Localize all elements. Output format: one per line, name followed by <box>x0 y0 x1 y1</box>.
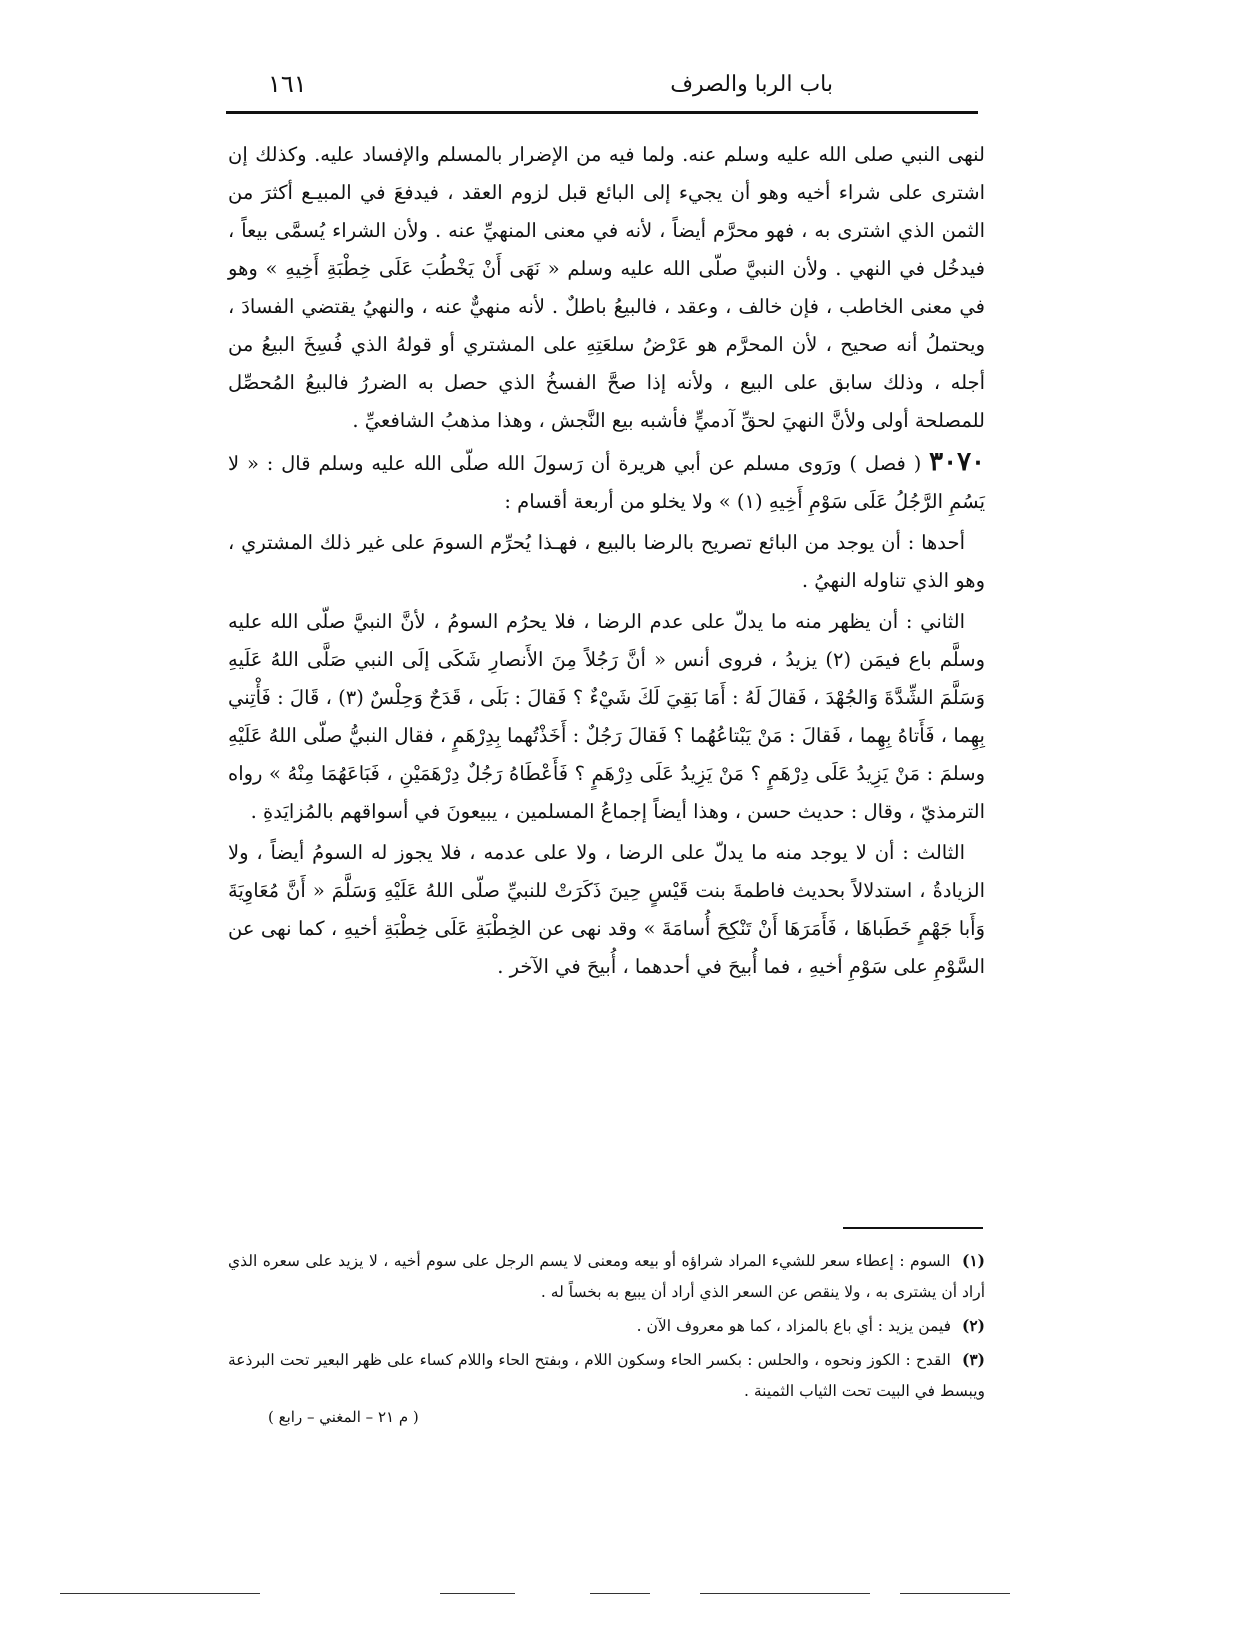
paragraph-first-case: أحدها : أن يوجد من البائع تصريح بالرضا بالبيع ، فهـذا يُحرِّم السومَ على غير ذلك المشتري ، وهو الذي تناوله النهيُ . <box>228 531 985 592</box>
section-text: ( فصل ) ورَوى مسلم عن أبي هريرة أن رَسولَ الله صلّى الله عليه وسلم قال : « لا يَسُمِ الرَّجُلُ عَلَى سَوْمِ أَخِيهِ (١) » ولا يخلو من أربعة أقسام : <box>228 452 985 513</box>
scan-edge-line <box>700 1593 870 1594</box>
page-number: ١٦١ <box>268 70 307 98</box>
section-paragraph <box>228 443 985 521</box>
main-text <box>228 136 985 989</box>
footnote-3-text: القدح : الكوز ونحوه ، والحلس : بكسر الحاء وسكون اللام ، وبفتح الحاء واللام كساء على ظهر البعير تحت البرذعة ويبسط في البيت تحت الثياب الثمينة . <box>228 1351 985 1400</box>
paragraph-1: لنهى النبي صلى الله عليه وسلم عنه. ولما فيه من الإضرار بالمسلم والإفساد عليه. وكذلك إن اشترى على شراء أخيه وهو أن يجيء إلى البائع قبل لزوم العقد ، فيدفعَ في المبيـع أكثرَ من الثمن الذي اشترى به ، فهو محرَّم أيضاً ، لأنه في معنى المنهيِّ عنه . ولأن الشراء يُسمَّى بيعاً ، فيدخُل في النهي . ولأن النبيَّ صلّى الله عليه وسلم « نَهَى أَنْ يَخْطُبَ عَلَى خِطْبَةِ أَخِيهِ » وهو في معنى الخاطب ، فإن خالف ، وعقد ، فالبيعُ باطلٌ . لأنه منهيٌّ عنه ، والنهيُ يقتضي الفسادَ ، ويحتملُ أنه صحيح ، لأن المحرَّم هو عَرْضُ سلعَتِهِ على المشتري أو قولهُ الذي فُسِخَ البيعُ من أجله ، وذلك سابق على البيع ، ولأنه إذا صحَّ الفسخُ الذي حصل به الضررُ فالبيعُ المُحصِّل للمصلحة أولى ولأنَّ النهيَ لحقِّ آدميٍّ فأشبه بيع النَّجش ، وهذا مذهبُ الشافعيِّ . <box>228 143 985 432</box>
footnote-2-text: فيمن يزيد : أي باع بالمزاد ، كما هو معروف الآن . <box>636 1317 952 1335</box>
footnote-1-text: السوم : إعطاء سعر للشيء المراد شراؤه أو بيعه ومعنى لا يسم الرجل على سوم أخيه ، لا يزيد على سعره الذي أراد أن يشترى به ، ولا ينقص عن السعر الذي أراد أن يبيع به بخساً له . <box>228 1252 985 1301</box>
footnote-1-label: (١) <box>961 1251 985 1270</box>
scan-edge-line <box>60 1593 260 1594</box>
section-number: ٣٠٧٠ <box>929 447 985 477</box>
footnote-2-label: (٢) <box>961 1316 985 1335</box>
scan-edge-line <box>590 1593 650 1594</box>
footnotes <box>228 1245 985 1409</box>
footnote-3 <box>228 1344 985 1407</box>
footnote-2 <box>228 1310 985 1342</box>
footnote-divider <box>843 1227 983 1229</box>
chapter-title: باب الربا والصرف <box>670 72 833 97</box>
paragraph-second-case: الثاني : أن يظهر منه ما يدلّ على عدم الرضا ، فلا يحرُم السومُ ، لأنَّ النبيَّ صلّى الله عليه وسلَّم باع فيمَن (٢) يزيدُ ، فروى أنس « أنَّ رَجُلاً مِنَ الأَنصارِ شَكَى إلَى النبي صَلَّى اللهُ عَلَيهِ وَسَلَّمَ الشِّدَّةَ وَالجُهْدَ ، فَقالَ لَهُ : أَمَا بَقِيَ لَكَ شَيْءٌ ؟ فَقالَ : بَلَى ، قَدَحٌ وَحِلْسٌ (٣) ، قَالَ : فَأْتِني بِهِما ، فَأَتاهُ بِهِما ، فَقالَ : مَنْ يَبْتاعُهُما ؟ فَقالَ رَجُلٌ : أَخَذْتُهما بِدِرْهَمٍ ، فقال النبيُّ صلّى اللهُ عَلَيْهِ وسلمَ : مَنْ يَزِيدُ عَلَى دِرْهَمٍ ؟ مَنْ يَزِيدُ عَلَى دِرْهَمٍ ؟ فَأَعْطَاهُ رَجُلٌ دِرْهَمَيْنِ ، فَبَاعَهُمَا مِنْهُ » رواه الترمذيّ ، وقال : حديث حسن ، وهذا أيضاً إجماعُ المسلمين ، يبيعونَ في أسواقهم بالمُزايَدةِ . <box>228 610 985 823</box>
footnote-3-label: (٣) <box>961 1350 985 1369</box>
paragraph-third-case: الثالث : أن لا يوجد منه ما يدلّ على الرضا ، ولا على عدمه ، فلا يجوز له السومُ أيضاً ، ولا الزيادةُ ، استدلالاً بحديث فاطمةَ بنت قَيْسٍ حِينَ ذَكَرَتْ للنبيِّ صلّى اللهُ عَلَيْهِ وَسَلَّمَ « أَنَّ مُعَاوِيَةَ وَأَبا جَهْمٍ خَطَباهَا ، فَأَمَرَهَا أَنْ تَنْكِحَ أُسامَةَ » وقد نهى عن الخِطْبَةِ عَلَى خِطْبَةِ أخيهِ ، كما نهى عن السَّوْمِ على سَوْمِ أخيهِ ، فما أُبيحَ في أحدهما ، أُبيحَ في الآخر . <box>228 841 985 978</box>
page-header <box>238 62 983 104</box>
header-divider <box>226 111 978 114</box>
printer-signature: ( م ٢١ – المغني – رابع ) <box>268 1408 419 1426</box>
footnote-1 <box>228 1245 985 1308</box>
scan-edge-line <box>440 1593 515 1594</box>
scan-edge-line <box>900 1593 1010 1594</box>
